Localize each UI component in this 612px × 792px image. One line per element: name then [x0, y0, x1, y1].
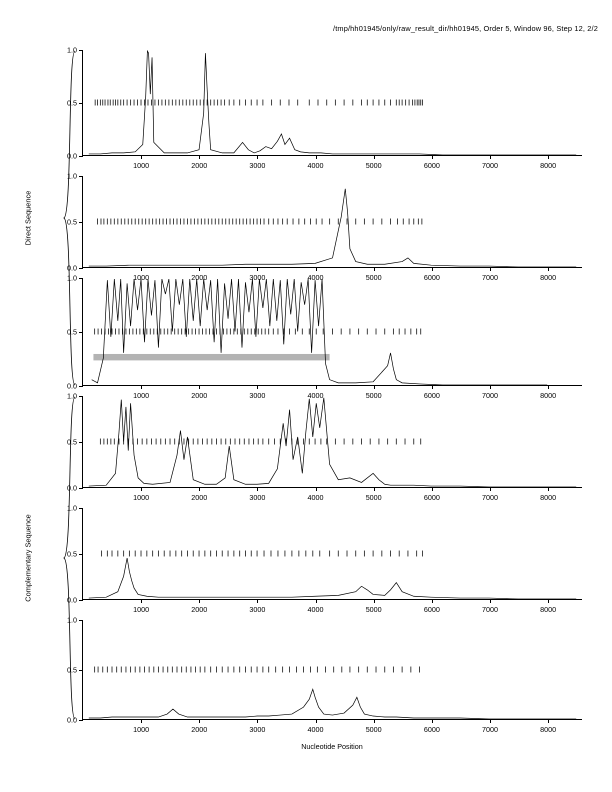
x-tick-label: 1000	[133, 492, 150, 502]
chart-panel-5	[67, 503, 582, 614]
plot-area	[83, 396, 582, 487]
x-tick-label: 5000	[365, 160, 382, 170]
x-tick	[432, 599, 433, 603]
y-tick-label: 0.0	[67, 263, 77, 273]
x-tick-label: 7000	[481, 604, 498, 614]
y-tick	[79, 156, 83, 157]
x-tick	[432, 719, 433, 723]
y-tick-label: 0.0	[67, 595, 77, 605]
x-tick-label: 3000	[249, 390, 266, 400]
x-tick-label: 8000	[540, 604, 557, 614]
x-tick	[432, 385, 433, 389]
x-tick-label: 2000	[191, 160, 208, 170]
x-tick-label: 4000	[307, 724, 324, 734]
x-tick	[141, 599, 142, 603]
x-tick	[316, 385, 317, 389]
x-tick-label: 8000	[540, 160, 557, 170]
x-tick-label: 5000	[365, 724, 382, 734]
y-tick-label: 0.5	[67, 549, 77, 559]
x-tick	[316, 487, 317, 491]
x-tick	[374, 267, 375, 271]
y-tick-label: 1.0	[67, 391, 77, 401]
x-tick	[548, 267, 549, 271]
y-tick-label: 1.0	[67, 273, 77, 283]
x-tick	[374, 155, 375, 159]
data-trace	[89, 558, 576, 599]
x-tick	[316, 267, 317, 271]
plot-area	[83, 620, 582, 719]
x-tick	[141, 155, 142, 159]
x-tick-label: 2000	[191, 724, 208, 734]
plot-area	[83, 508, 582, 599]
x-tick-label: 7000	[481, 272, 498, 282]
x-tick	[374, 599, 375, 603]
x-tick	[316, 599, 317, 603]
x-tick-label: 8000	[540, 272, 557, 282]
data-trace	[92, 279, 547, 385]
x-tick-label: 6000	[423, 724, 440, 734]
x-tick	[257, 267, 258, 271]
plot-area	[83, 176, 582, 267]
x-tick-label: 1000	[133, 604, 150, 614]
x-tick	[432, 487, 433, 491]
x-tick	[316, 719, 317, 723]
x-tick	[374, 487, 375, 491]
x-tick-label: 6000	[423, 390, 440, 400]
x-tick-label: 2000	[191, 272, 208, 282]
y-tick-label: 0.5	[67, 217, 77, 227]
x-tick	[257, 487, 258, 491]
y-tick-label: 1.0	[67, 503, 77, 513]
x-tick	[490, 487, 491, 491]
x-tick	[257, 719, 258, 723]
figure-title: /tmp/hh01945/only/raw_result_dir/hh01945, Order 5, Window 96, Step 12, 2/2	[333, 24, 598, 33]
x-tick-label: 7000	[481, 160, 498, 170]
x-tick	[548, 487, 549, 491]
marker-row	[102, 551, 423, 557]
plot-area	[83, 50, 582, 155]
y-tick-label: 1.0	[67, 171, 77, 181]
x-tick	[141, 267, 142, 271]
x-tick	[432, 155, 433, 159]
marker-row	[95, 667, 420, 673]
x-tick-label: 7000	[481, 724, 498, 734]
x-tick-label: 1000	[133, 390, 150, 400]
chart-panel-4	[67, 391, 582, 502]
x-tick	[141, 385, 142, 389]
y-tick-label: 0.5	[67, 98, 77, 108]
x-tick-label: 4000	[307, 272, 324, 282]
x-tick-label: 4000	[307, 604, 324, 614]
y-tick-label: 0.0	[67, 381, 77, 391]
x-tick	[257, 385, 258, 389]
x-tick-label: 6000	[423, 160, 440, 170]
x-tick	[199, 719, 200, 723]
y-tick	[79, 600, 83, 601]
y-tick-label: 0.0	[67, 483, 77, 493]
x-tick	[490, 719, 491, 723]
y-tick	[79, 268, 83, 269]
y-tick-label: 0.5	[67, 665, 77, 675]
marker-row	[100, 439, 420, 445]
x-tick-label: 3000	[249, 724, 266, 734]
x-tick-label: 5000	[365, 272, 382, 282]
x-tick	[141, 719, 142, 723]
x-tick	[374, 719, 375, 723]
x-tick-label: 6000	[423, 492, 440, 502]
plot-area	[83, 278, 582, 385]
chart-panel-2	[67, 171, 582, 282]
x-tick	[548, 599, 549, 603]
x-tick	[490, 155, 491, 159]
x-tick-label: 5000	[365, 604, 382, 614]
x-tick	[316, 155, 317, 159]
x-tick-label: 3000	[249, 604, 266, 614]
x-tick-label: 3000	[249, 272, 266, 282]
x-tick	[548, 385, 549, 389]
x-tick-label: 7000	[481, 492, 498, 502]
x-tick	[199, 155, 200, 159]
x-tick	[548, 155, 549, 159]
x-tick	[199, 599, 200, 603]
x-tick-label: 2000	[191, 604, 208, 614]
y-tick-label: 1.0	[67, 45, 77, 55]
marker-row	[98, 219, 422, 225]
x-tick-label: 1000	[133, 272, 150, 282]
x-tick-label: 2000	[191, 390, 208, 400]
y-tick-label: 0.5	[67, 437, 77, 447]
x-tick-label: 6000	[423, 604, 440, 614]
y-tick-label: 0.5	[67, 327, 77, 337]
x-tick-label: 2000	[191, 492, 208, 502]
x-tick	[257, 155, 258, 159]
group-label-text: Direct Sequence	[23, 190, 33, 246]
x-tick	[141, 487, 142, 491]
x-tick	[257, 599, 258, 603]
data-trace	[89, 189, 576, 267]
x-tick-label: 5000	[365, 390, 382, 400]
x-tick-label: 4000	[307, 390, 324, 400]
chart-panel-6	[67, 615, 582, 734]
shaded-band	[93, 354, 329, 360]
data-trace	[89, 689, 576, 719]
x-tick-label: 6000	[423, 272, 440, 282]
x-tick-label: 7000	[481, 390, 498, 400]
x-tick-label: 4000	[307, 160, 324, 170]
x-tick-label: 8000	[540, 724, 557, 734]
x-axis-title: Nucleotide Position	[301, 742, 363, 751]
chart-panel-1	[67, 45, 582, 170]
chart-panel-3	[67, 273, 582, 400]
x-tick	[374, 385, 375, 389]
x-tick-label: 5000	[365, 492, 382, 502]
group-label-text: Complementary Sequence	[23, 514, 33, 602]
x-tick-label: 1000	[133, 724, 150, 734]
x-tick-label: 8000	[540, 390, 557, 400]
x-tick	[199, 487, 200, 491]
y-tick-label: 0.0	[67, 715, 77, 725]
x-tick-label: 3000	[249, 492, 266, 502]
y-tick	[79, 720, 83, 721]
y-tick	[79, 488, 83, 489]
x-tick	[199, 385, 200, 389]
x-tick	[490, 267, 491, 271]
marker-row	[95, 100, 422, 106]
x-tick	[432, 267, 433, 271]
x-tick	[490, 599, 491, 603]
x-tick-label: 1000	[133, 160, 150, 170]
x-tick-label: 3000	[249, 160, 266, 170]
x-tick	[490, 385, 491, 389]
x-tick-label: 4000	[307, 492, 324, 502]
x-tick	[548, 719, 549, 723]
data-trace	[89, 398, 576, 487]
y-tick	[79, 386, 83, 387]
y-tick-label: 1.0	[67, 615, 77, 625]
x-tick	[199, 267, 200, 271]
x-tick-label: 8000	[540, 492, 557, 502]
y-tick-label: 0.0	[67, 151, 77, 161]
